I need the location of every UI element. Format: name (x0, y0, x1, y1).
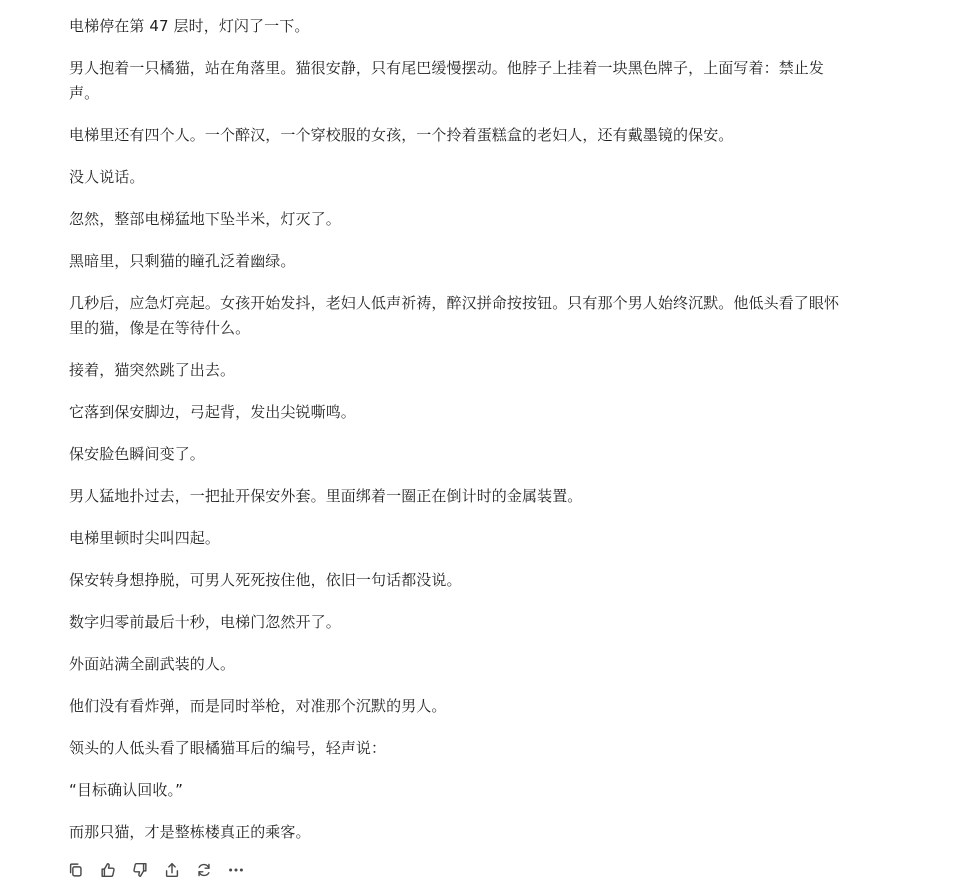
assistant-message (69, 14, 844, 862)
copy-button[interactable] (66, 860, 86, 880)
thumbs-up-icon (99, 861, 117, 879)
story-paragraph: 外面站满全副武装的人。 (69, 655, 236, 673)
share-icon (163, 861, 181, 879)
copy-icon (67, 861, 85, 879)
message-action-bar (66, 860, 246, 880)
story-paragraph: 没人说话。 (69, 168, 145, 186)
story-paragraph: 几秒后，应急灯亮起。女孩开始发抖，老妇人低声祈祷，醉汉拼命按按钮。只有那个男人始终沉默。他低头看了眼怀里的猫，像是在等待什么。 (69, 294, 840, 337)
regenerate-button[interactable] (194, 860, 214, 880)
story-paragraph: 忽然，整部电梯猛地下坠半米，灯灭了。 (69, 210, 341, 228)
story-paragraph: 保安脸色瞬间变了。 (69, 445, 205, 463)
story-paragraph: 电梯里顿时尖叫四起。 (69, 529, 221, 547)
refresh-icon (195, 861, 213, 879)
story-paragraph: 男人猛地扑过去，一把扯开保安外套。里面绑着一圈正在倒计时的金属装置。 (69, 487, 583, 505)
story-paragraph: 数字归零前最后十秒，电梯门忽然开了。 (69, 613, 341, 631)
story-paragraph: 保安转身想挣脱，可男人死死按住他，依旧一句话都没说。 (69, 571, 462, 589)
story-paragraph: 领头的人低头看了眼橘猫耳后的编号，轻声说： (69, 739, 387, 757)
story-paragraph: 电梯停在第 47 层时，灯闪了一下。 (69, 17, 310, 35)
story-paragraph: “目标确认回收。” (69, 781, 183, 799)
story-paragraph: 它落到保安脚边，弓起背，发出尖锐嘶鸣。 (69, 403, 356, 421)
story-paragraph: 黑暗里，只剩猫的瞳孔泛着幽绿。 (69, 252, 296, 270)
story-paragraph: 电梯里还有四个人。一个醉汉，一个穿校服的女孩，一个拎着蛋糕盒的老妇人，还有戴墨镜的保安。 (69, 126, 734, 144)
thumbs-down-button[interactable] (130, 860, 150, 880)
story-paragraph: 接着，猫突然跳了出去。 (69, 361, 236, 379)
share-button[interactable] (162, 860, 182, 880)
more-button[interactable] (226, 860, 246, 880)
thumbs-up-button[interactable] (98, 860, 118, 880)
story-paragraph: 他们没有看炸弹，而是同时举枪，对准那个沉默的男人。 (69, 697, 447, 715)
thumbs-down-icon (131, 861, 149, 879)
story-paragraph: 男人抱着一只橘猫，站在角落里。猫很安静，只有尾巴缓慢摆动。他脖子上挂着一块黑色牌子，上面写着：禁止发声。 (69, 59, 825, 102)
more-icon (227, 861, 245, 879)
story-paragraph: 而那只猫，才是整栋楼真正的乘客。 (69, 823, 311, 841)
